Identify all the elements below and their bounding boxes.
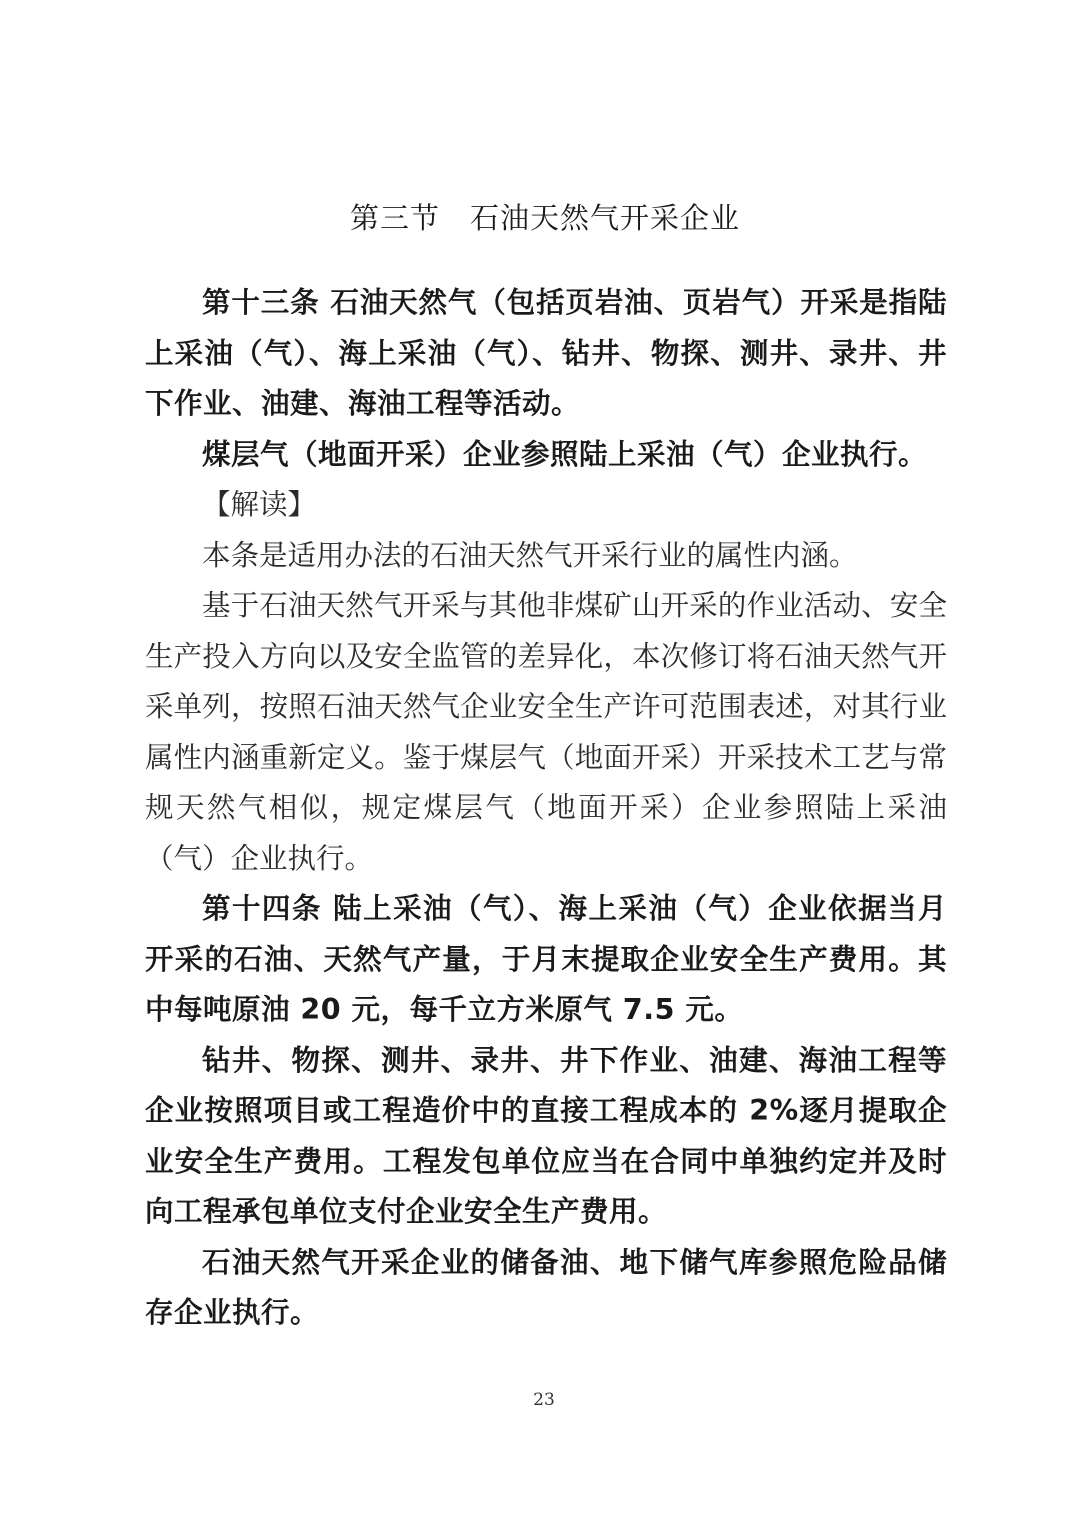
interpretation-paragraph-2: 基于石油天然气开采与其他非煤矿山开采的作业活动、安全生产投入方向以及安全监管的差异化，本次修订将石油天然气开采单列，按照石油天然气企业安全生产许可范围表述，对其行业属性内涵重新定义。鉴于煤层气（地面开采）开采技术工艺与常规天然气相似，规定煤层气（地面开采）企业参照陆上采油（气）企业执行。: [145, 589, 947, 875]
document-body: [145, 278, 947, 1339]
section-title: 第三节 石油天然气开采企业: [349, 201, 740, 235]
page-number: 23: [533, 1390, 555, 1410]
article-13-paragraph-1: 第十三条 石油天然气（包括页岩油、页岩气）开采是指陆上采油（气）、海上采油（气）、钻井、物探、测井、录井、井下作业、油建、海油工程等活动。: [145, 286, 947, 420]
article-14-paragraph-3: 石油天然气开采企业的储备油、地下储气库参照危险品储存企业执行。: [145, 1245, 947, 1329]
interpretation-paragraph-1: 本条是适用办法的石油天然气开采行业的属性内涵。: [202, 538, 858, 572]
article-14-paragraph-2: 钻井、物探、测井、录井、井下作业、油建、海油工程等企业按照项目或工程造价中的直接工程成本的 2%逐月提取企业安全生产费用。工程发包单位应当在合同中单独约定并及时向工程承包单位支付企业安全生产费用。: [145, 1043, 947, 1228]
article-14-paragraph-1: 第十四条 陆上采油（气）、海上采油（气）企业依据当月开采的石油、天然气产量，于月末提取企业安全生产费用。其中每吨原油 20 元，每千立方米原气 7.5 元。: [145, 892, 947, 1026]
article-13-paragraph-2: 煤层气（地面开采）企业参照陆上采油（气）企业执行。: [202, 437, 928, 471]
interpretation-label: 【解读】: [202, 488, 317, 521]
